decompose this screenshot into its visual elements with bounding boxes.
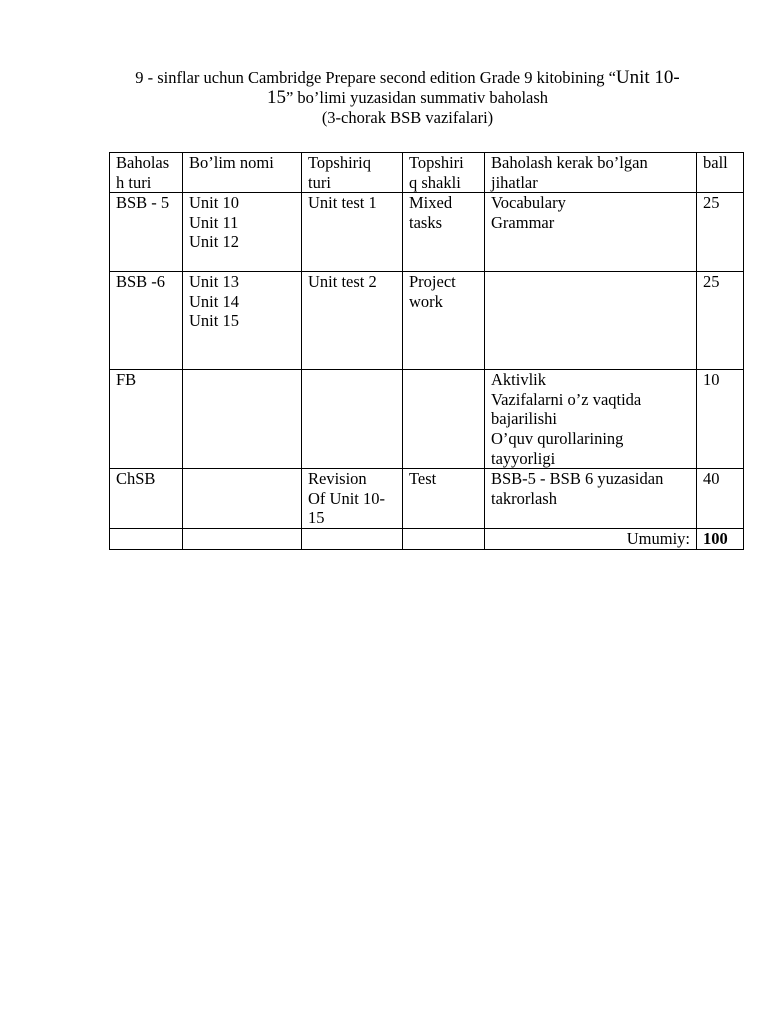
cell-text: Vazifalarni o’z vaqtida (491, 389, 642, 409)
table-header-row (110, 153, 744, 193)
cell-text: takrorlash (491, 488, 557, 508)
cell-text: bajarilishi (491, 409, 557, 429)
cell-text: Unit 13 (189, 272, 239, 292)
header-text: Topshiri (409, 153, 464, 172)
cell-task-type (302, 272, 403, 370)
table-row (110, 193, 744, 272)
cell-task-type (302, 193, 403, 272)
cell-section-name (183, 193, 302, 272)
cell-text: 25 (703, 272, 720, 292)
cell-task-type (302, 469, 403, 529)
total-value: 100 (697, 528, 744, 549)
cell-text: Unit 15 (189, 311, 239, 331)
header-text: q shakli (409, 172, 461, 192)
cell-text: BSB-5 - BSB 6 yuzasidan (491, 469, 664, 489)
cell-task-form (403, 469, 485, 529)
cell-text: FB (116, 370, 137, 390)
cell-text: Test (409, 469, 437, 489)
cell-text: 10 (703, 370, 720, 390)
cell-score (697, 469, 744, 529)
empty-cell (302, 528, 403, 549)
cell-score (697, 193, 744, 272)
header-text: Bo’lim nomi (189, 153, 274, 172)
cell-text: Grammar (491, 212, 555, 232)
cell-text: O’quv qurollarining (491, 428, 624, 448)
cell-text: Unit 11 (189, 212, 239, 232)
cell-text: Of Unit 10- (308, 488, 385, 508)
cell-score (697, 272, 744, 370)
cell-task-type (302, 370, 403, 469)
header-cell-task-type (302, 153, 403, 193)
header-text: jihatlar (491, 172, 538, 192)
header-text: Topshiriq (308, 153, 372, 172)
title-line-2-unit: 15 (266, 87, 286, 108)
cell-text: Unit 14 (189, 291, 239, 311)
cell-text: 40 (703, 469, 720, 489)
cell-assessment-type (110, 370, 183, 469)
cell-text: Mixed (409, 193, 453, 213)
table-row (110, 370, 744, 469)
header-cell-task-form (403, 153, 485, 193)
cell-section-name (183, 370, 302, 469)
title-line-2 (100, 88, 715, 108)
title-line-2-text: ” bo’limi yuzasidan summativ baholash (285, 88, 549, 107)
empty-cell (183, 528, 302, 549)
cell-criteria (485, 469, 697, 529)
header-text: turi (308, 172, 331, 192)
header-cell-section-name (183, 153, 302, 193)
empty-cell (110, 528, 183, 549)
cell-text: BSB - 5 (116, 193, 170, 213)
cell-criteria (485, 193, 697, 272)
cell-text: Unit test 1 (308, 193, 377, 213)
title-subtitle: (3-chorak BSB vazifalari) (321, 108, 494, 127)
cell-text: 15 (308, 508, 325, 528)
cell-text: Vocabulary (491, 193, 566, 213)
cell-text: Unit test 2 (308, 272, 377, 292)
cell-criteria (485, 370, 697, 469)
document-title (100, 68, 715, 128)
header-cell-score (697, 153, 744, 193)
table-row (110, 272, 744, 370)
header-text: Baholash kerak bo’lgan (491, 153, 648, 172)
cell-task-form (403, 370, 485, 469)
cell-text: Aktivlik (491, 370, 547, 390)
title-line-1 (100, 68, 715, 88)
cell-section-name (183, 272, 302, 370)
header-text: ball (703, 153, 728, 172)
cell-text: Project (409, 272, 456, 292)
cell-assessment-type (110, 193, 183, 272)
cell-criteria (485, 272, 697, 370)
cell-task-form (403, 272, 485, 370)
total-row (110, 528, 744, 549)
cell-task-form (403, 193, 485, 272)
cell-assessment-type (110, 469, 183, 529)
title-line-1-text: 9 - sinflar uchun Cambridge Prepare second edition Grade 9 kitobining “ (135, 68, 616, 87)
cell-text: work (409, 291, 443, 311)
header-text: Baholas (116, 153, 170, 172)
cell-text: Revision (308, 469, 367, 489)
assessment-table (109, 152, 744, 550)
assessment-table-body (110, 153, 744, 550)
cell-text: ChSB (116, 469, 156, 489)
header-cell-assessment-type (110, 153, 183, 193)
cell-text: Unit 12 (189, 232, 239, 252)
cell-text: tasks (409, 212, 442, 232)
title-line-1-unit: Unit 10- (615, 67, 680, 88)
cell-text: 25 (703, 193, 720, 213)
table-row (110, 469, 744, 529)
cell-section-name (183, 469, 302, 529)
header-text: h turi (116, 172, 152, 192)
cell-text: BSB -6 (116, 272, 166, 292)
total-label: Umumiy: (485, 528, 697, 549)
cell-text: Unit 10 (189, 193, 239, 213)
header-cell-criteria (485, 153, 697, 193)
empty-cell (403, 528, 485, 549)
cell-assessment-type (110, 272, 183, 370)
cell-score (697, 370, 744, 469)
cell-text: tayyorligi (491, 448, 556, 468)
